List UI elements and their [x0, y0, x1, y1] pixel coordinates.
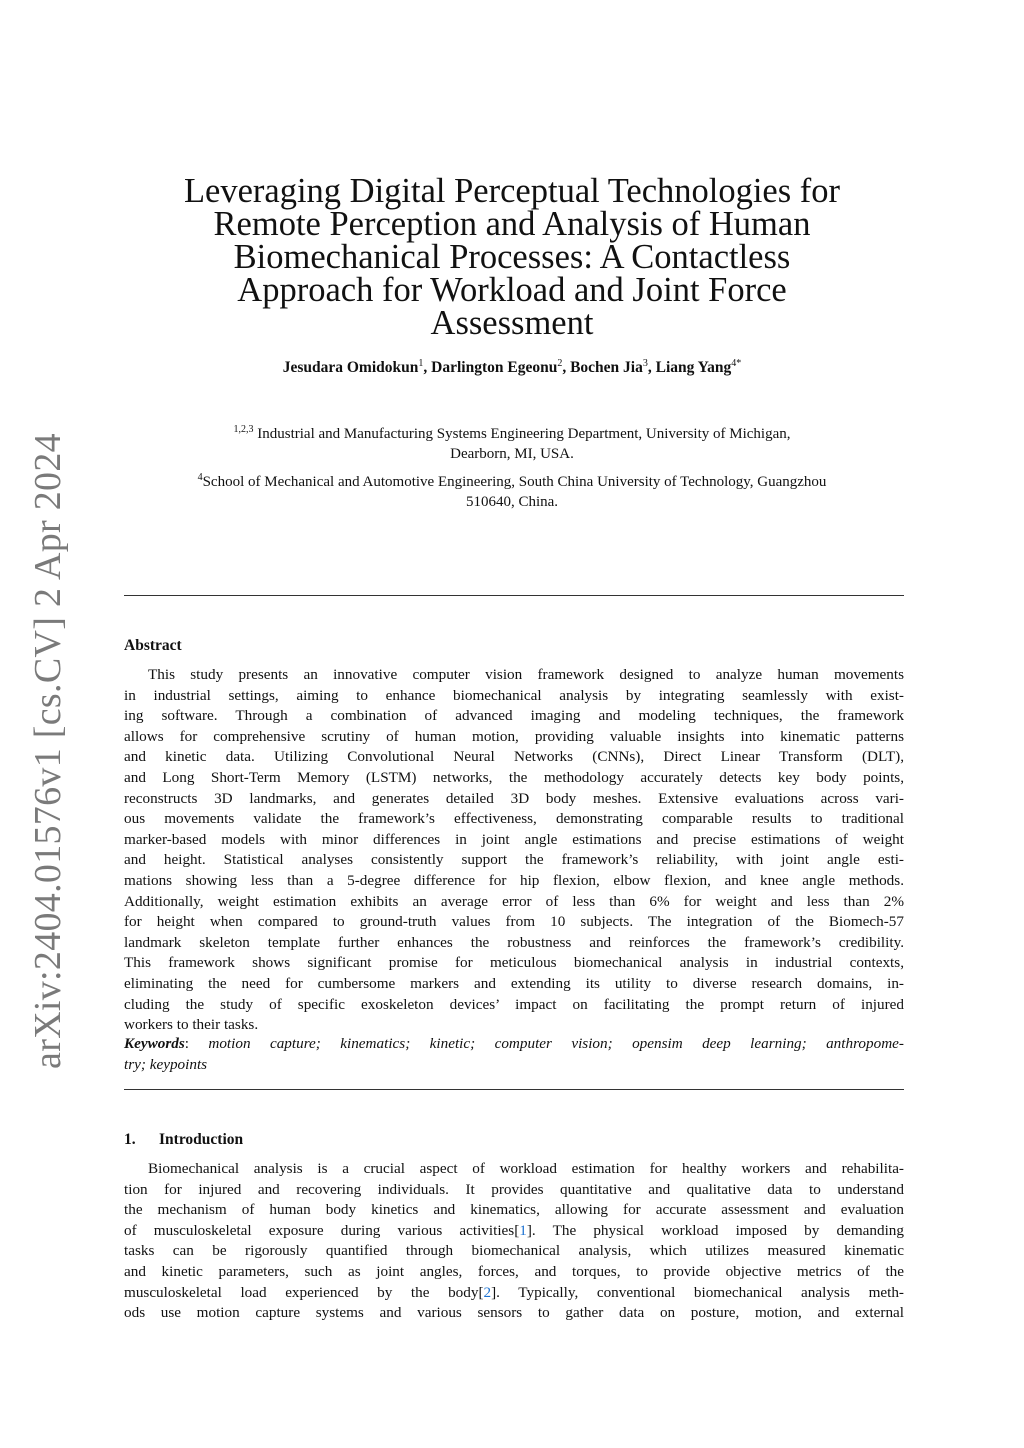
- author-affiliation-mark: 2: [557, 358, 563, 369]
- author-list: [110, 357, 914, 379]
- arxiv-identifier-stamp[interactable]: [20, 433, 76, 1069]
- affiliation-text: Industrial and Manufacturing Systems Engineering Department, University of Michigan,: [253, 426, 791, 442]
- abstract-line: and kinetic data. Utilizing Convolutional Neural Networks (CNNs), Direct Linear Transform (DLT),: [124, 748, 904, 766]
- abstract-top-rule: [124, 595, 904, 596]
- abstract-line: and Long Short-Term Memory (LSTM) networks, the methodology accurately detects key body points,: [124, 768, 904, 786]
- author-name: Bochen Jia: [570, 359, 643, 376]
- body-line: tion for injured and recovering individuals. It provides quantitative and qualitative data to understand: [124, 1180, 904, 1198]
- abstract-line: This study presents an innovative computer vision framework designed to analyze human movements: [148, 666, 904, 683]
- abstract-line: landmark skeleton template further enhances the robustness and reinforces the framework’s credibility.: [124, 933, 904, 951]
- abstract-line: This framework shows significant promise for meticulous biomechanical analysis in industrial contexts,: [124, 954, 904, 972]
- author-affiliation-mark: 1: [418, 358, 424, 369]
- affiliation-line: [110, 472, 914, 492]
- citation-link[interactable]: 2: [483, 1283, 492, 1301]
- body-text: ]. Typically, conventional biomechanical analysis meth-: [491, 1283, 904, 1301]
- body-line: tasks can be rigorously quantified through biomechanical analysis, which utilizes measured kinematic: [124, 1242, 904, 1260]
- author-separator: ,: [423, 359, 432, 376]
- title-line: Approach for Workload and Joint Force: [237, 271, 787, 309]
- abstract-line: eliminating the need for cumbersome markers and extending its utility to diverse research domains, in-: [124, 974, 904, 992]
- body-line: ods use motion capture systems and various sensors to gather data on posture, motion, and external: [124, 1304, 904, 1322]
- abstract-line: in industrial settings, aiming to enhance biomechanical analysis by integrating seamlessly with exist-: [124, 686, 904, 704]
- abstract-line: cluding the study of specific exoskeleton devices’ impact on facilitating the prompt return of injured: [124, 995, 904, 1013]
- body-line: [124, 1283, 904, 1304]
- affiliation-michigan: [110, 424, 914, 464]
- section-heading-introduction: [124, 1130, 243, 1150]
- author-name: Jesudara Omidokun: [282, 359, 419, 376]
- abstract-bottom-rule: [124, 1089, 904, 1090]
- keywords-label: Keywords: [124, 1035, 185, 1052]
- body-text: musculoskeletal load experienced by the body[: [124, 1283, 484, 1301]
- body-line: Biomechanical analysis is a crucial aspect of workload estimation for healthy workers and rehabilita-: [148, 1160, 904, 1177]
- title-line: Biomechanical Processes: A Contactless: [233, 238, 791, 276]
- keywords-text: motion capture; kinematics; kinetic; computer vision; opensim deep learning; anthropome-: [208, 1035, 904, 1052]
- keywords-block: [124, 1034, 904, 1075]
- abstract-line: and height. Statistical analyses consistently support the framework’s reliability, with joint angle esti-: [124, 851, 904, 869]
- author-name: Darlington Egeonu: [431, 359, 558, 376]
- abstract-line: ous movements validate the framework’s effectiveness, demonstrating comparable results to traditional: [124, 810, 904, 828]
- introduction-body: [124, 1159, 904, 1324]
- body-text: of musculoskeletal exposure during various activities[: [124, 1221, 520, 1239]
- affiliation-mark: 4: [197, 472, 203, 483]
- abstract-line: for height when compared to ground-truth values from 10 subjects. The integration of the Biomech-57: [124, 913, 904, 931]
- author-separator: ,: [647, 359, 656, 376]
- body-text: ]. The physical workload imposed by demanding: [526, 1221, 904, 1239]
- section-number: 1.: [124, 1131, 136, 1148]
- affiliation-line: Dearborn, MI, USA.: [450, 446, 574, 462]
- paper-title: [110, 172, 914, 342]
- abstract-line: workers to their tasks.: [124, 1016, 259, 1034]
- affiliation-text: School of Mechanical and Automotive Engineering, South China University of Technology, Guangzhou: [202, 474, 827, 490]
- author-affiliation-mark: 4*: [731, 358, 742, 369]
- keywords-line: Keywords: motion capture; kinematics; kinetic; computer vision; opensim deep learning; anthropome-: [124, 1035, 904, 1052]
- arxiv-identifier-text: arXiv:2404.01576v1 [cs.CV] 2 Apr 2024: [27, 433, 69, 1069]
- affiliation-mark: 1,2,3: [233, 424, 254, 435]
- section-title: Introduction: [159, 1131, 244, 1148]
- title-line: Leveraging Digital Perceptual Technologies for: [183, 172, 841, 210]
- abstract-heading: Abstract: [124, 637, 182, 654]
- author-affiliation-mark: 3: [642, 358, 648, 369]
- affiliation-line: 510640, China.: [465, 494, 559, 510]
- author-name: Liang Yang: [655, 359, 732, 376]
- abstract-line: reconstructs 3D landmarks, and generates detailed 3D body meshes. Extensive evaluations across vari-: [124, 789, 904, 807]
- abstract-line: marker-based models with minor differences in joint angle estimations and precise estimations of weight: [124, 830, 904, 848]
- abstract-line: Additionally, weight estimation exhibits an average error of less than 6% for weight and less than 2%: [124, 892, 904, 910]
- abstract-line: ing software. Through a combination of advanced imaging and modeling techniques, the framework: [124, 707, 904, 725]
- abstract-line: mations showing less than a 5-degree difference for hip flexion, elbow flexion, and knee angle methods.: [124, 871, 904, 889]
- body-line: [124, 1221, 904, 1242]
- affiliation-scut: [110, 472, 914, 512]
- abstract-body: [124, 665, 904, 1036]
- body-line: and kinetic parameters, such as joint angles, forces, and torques, to provide objective metrics of the: [124, 1262, 904, 1280]
- title-line: Remote Perception and Analysis of Human: [213, 205, 811, 243]
- abstract-line: allows for comprehensive scrutiny of human motion, providing valuable insights into kinematic patterns: [124, 727, 904, 745]
- affiliation-line: [110, 424, 914, 444]
- body-line: the mechanism of human body kinetics and kinematics, allowing for accurate assessment and evaluation: [124, 1201, 904, 1219]
- title-line: Assessment: [430, 304, 594, 342]
- author-separator: ,: [562, 359, 571, 376]
- citation-link[interactable]: 1: [519, 1221, 527, 1239]
- keywords-line: try; keypoints: [124, 1055, 208, 1073]
